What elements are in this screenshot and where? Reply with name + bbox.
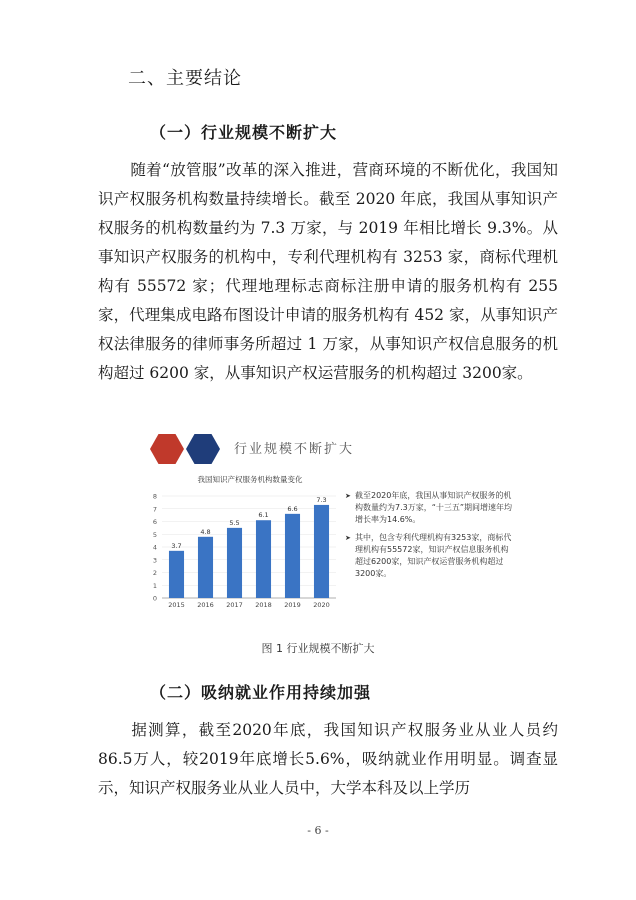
- y-tick-label: 1: [152, 581, 157, 590]
- bar-value-label: 6.1: [258, 511, 269, 520]
- banner-text: 行业规模不断扩大: [234, 442, 355, 457]
- paragraph-2-text: 据测算，截至2020年底，我国知识产权服务业从业人员约86.5万人，较2019年底增长5.6%，吸纳就业作用明显。调查显示，知识产权服务业从业人员中，大学本科及以上学历: [98, 721, 558, 797]
- figure-caption: 图 1 行业规模不断扩大: [261, 642, 375, 655]
- y-tick-label: 0: [152, 594, 157, 603]
- bar-value-label: 5.5: [229, 518, 240, 527]
- x-tick-label: 2018: [255, 601, 272, 609]
- blue-hexagon-icon: [186, 434, 220, 464]
- chart-title: 我国知识产权服务机构数量变化: [197, 475, 303, 484]
- x-tick-label: 2020: [313, 601, 330, 609]
- paragraph-1-text: 随着“放管服”改革的深入推进，营商环境的不断优化，我国知识产权服务机构数量持续增长。截至 2020 年底，我国从事知识产权服务的机构数量约为 7.3 万家，与 2019 年相比增长 9.3%。从事知识产权服务的机构中，专利代理机构有 3253 家，商标代理机构有 55572 家；代理地理标志商标注册申请的服务机构有 255 家，代理集成电路布图设计申请的服务机构有 452 家，从事知识产权法律服务的律师事务所超过 1 万家，从事知识产权信息服务的机构超过 6200 家，从事知识产权运营服务的机构超过 3200家。: [98, 161, 558, 382]
- bar-value-label: 4.8: [200, 527, 211, 536]
- page-number: - 6 -: [307, 824, 329, 837]
- x-tick-label: 2019: [284, 601, 301, 609]
- chart-notes: [345, 490, 515, 586]
- chart-note-2: ➤ 其中，包含专利代理机构有3253家，商标代理机构有55572家，知识产权信息服务机构超过6200家，知识产权运营服务机构超过3200家。: [345, 532, 515, 580]
- bar: [314, 505, 329, 598]
- bar-value-label: 6.6: [287, 504, 298, 513]
- x-tick-label: 2016: [197, 601, 214, 609]
- y-tick-label: 6: [152, 518, 157, 526]
- section-title: 二、主要结论: [128, 68, 242, 89]
- paragraph-2: [98, 716, 558, 803]
- bar: [256, 520, 271, 598]
- x-tick-label: 2015: [168, 601, 185, 609]
- chart-note-1: ➤ 截至2020年底，我国从事知识产权服务的机构数量约为7.3万家，“十三五”期间增速年均增长率为14.6%。: [345, 490, 515, 526]
- y-tick-label: 4: [152, 543, 157, 552]
- bar: [169, 551, 184, 598]
- y-tick-label: 7: [152, 505, 157, 514]
- red-hexagon-icon: [150, 434, 184, 464]
- y-tick-label: 8: [152, 492, 157, 501]
- bar: [227, 528, 242, 598]
- bar-chart: [140, 472, 340, 612]
- y-tick-label: 5: [152, 530, 157, 539]
- y-tick-label: 2: [152, 569, 157, 577]
- bar: [198, 537, 213, 598]
- subsection-title-2: （二）吸纳就业作用持续加强: [150, 683, 372, 702]
- bar: [285, 514, 300, 598]
- bar-value-label: 7.3: [316, 495, 327, 504]
- y-tick-label: 3: [152, 556, 157, 565]
- bar-value-label: 3.7: [171, 541, 182, 550]
- x-tick-label: 2017: [226, 601, 243, 609]
- paragraph-1: [98, 156, 558, 388]
- figure-banner: [150, 432, 410, 466]
- subsection-title-1: （一）行业规模不断扩大: [150, 123, 338, 142]
